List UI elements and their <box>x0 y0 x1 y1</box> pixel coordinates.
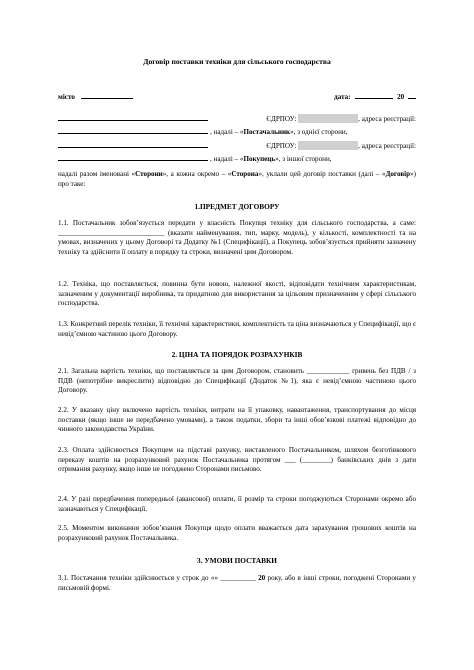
paragraph-3-1-text-c: року, або в інші строки, погоджені Сторонами у письмовій формі. <box>58 574 416 592</box>
section-3-heading: 3. УМОВИ ПОСТАВКИ <box>197 556 277 565</box>
buyer-suffix-post: », з іншої сторони, <box>275 154 332 163</box>
buyer-suffix-pre: , надалі – « <box>210 154 244 163</box>
paragraph-1-1: 1.1. Постачальник зобов’язується передати у власність Покупця техніку для сільського господарства, а саме: ______________________________ (вказати найменування, тип, марку, модель), у кількості, комплектності та на умовах, визначених у цьому Договорі та Додатку №1 (Специфікації), а Покупець зобов’язується прийняти зазначену техніку та здійснити її оплату в порядку та строки, визначені цим Договором. <box>58 219 416 256</box>
paragraph-1-3: 1.3. Конкретний перелік техніки, її технічні характеристики, комплектність та ціна визначаються у Специфікації, що є невід’ємною частиною цього Договору. <box>58 320 416 338</box>
paragraph-3-1 <box>58 574 416 593</box>
date-label: дата: <box>334 93 351 101</box>
section-2-heading: 2. ЦІНА ТА ПОРЯДОК РОЗРАХУНКІВ <box>171 350 303 359</box>
supplier-address-blank <box>58 126 208 134</box>
intro-contract: Договір <box>385 170 411 178</box>
paragraph-2-2: 2.2. У вказану ціну включено вартість техніки, витрати на її упаковку, навантаження, транспортування до місця поставки (якщо інше не передбачено умовами), а також податки, збори та інші обов’язкові платежі відповідно до чинного законодавства України. <box>58 406 416 434</box>
city-blank <box>81 91 133 99</box>
buyer-name-blank <box>58 140 208 148</box>
buyer-role: Покупець <box>243 154 276 163</box>
intro-text-4: ») про таке: <box>58 170 416 188</box>
buyer-address-label: , адреса реєстрації: <box>358 142 416 150</box>
paragraph-3-1-year: 20 <box>258 574 266 582</box>
document-title: Договір поставки техніки для сільського господарства <box>143 57 331 66</box>
supplier-role: Постачальник <box>243 127 291 136</box>
supplier-suffix-pre: , надалі – « <box>210 127 244 136</box>
supplier-block <box>58 113 416 137</box>
intro-text-1: надалі разом іменовані « <box>58 170 136 178</box>
buyer-edrpou-label: ЄДРПОУ: <box>266 142 297 150</box>
buyer-edrpou-value <box>298 141 358 150</box>
paragraph-2-1: 2.1. Загальна вартість техніки, що поставляється за цим Договором, становить ____________ гривень без ПДВ / з ПДВ (непотрібне викреслити) відповідно до Специфікації (Додаток №1), яка є невід’ємною частиною цього Договору. <box>58 367 416 395</box>
city-label: місто <box>58 93 75 101</box>
intro-sides: Сторони <box>135 170 163 178</box>
intro-paragraph <box>58 170 416 189</box>
date-field <box>334 91 416 103</box>
section-1-heading: 1.ПРЕДМЕТ ДОГОВОРУ <box>194 202 280 211</box>
paragraph-3-1-text-a: 3.1. Постачання техніки здійснюється у строк до «» __________ <box>58 574 256 582</box>
buyer-address-blank <box>58 153 208 161</box>
buyer-block <box>58 140 416 164</box>
date-blank <box>355 91 393 99</box>
city-date-row <box>58 91 416 103</box>
paragraph-2-3: 2.3. Оплата здійснюється Покупцем на підставі рахунку, виставленого Постачальником, шляхом безготівкового переказу коштів на розрахунковий рахунок Постачальника протягом ___ (________) банківських днів з дати отримання рахунку, якщо інше не погоджено Сторонами письмово. <box>58 446 416 474</box>
intro-text-2: », а кожна окремо – « <box>162 170 232 178</box>
supplier-name-blank <box>58 113 208 121</box>
supplier-edrpou-label: ЄДРПОУ: <box>266 115 297 123</box>
year-label: 20 <box>397 93 405 101</box>
paragraph-2-5: 2.5. Моментом виконання зобов’язання Покупця щодо оплати вважається дата зарахування грошових коштів на розрахунковий рахунок Постачальника. <box>58 524 416 542</box>
paragraph-1-2: 1.2. Техніка, що поставляється, повинна бути новою, належної якості, відповідати технічним характеристикам, зазначеним у документації виробника, та придатною для використання за цільовим призначенням у сфері сільського господарства. <box>58 280 416 308</box>
city-field <box>58 91 133 103</box>
supplier-address-label: , адреса реєстрації: <box>358 115 416 123</box>
supplier-suffix-post: », з однієї сторони, <box>290 127 348 136</box>
supplier-edrpou-value <box>298 114 358 123</box>
paragraph-2-4: 2.4. У разі передбачення попередньої (авансової) оплати, її розмір та строки погоджуються Сторонами окремо або зазначаються у Специфікації. <box>58 495 416 513</box>
year-blank <box>408 91 416 99</box>
intro-side: Сторона <box>231 170 259 178</box>
intro-text-3: », уклали цей договір поставки (далі – « <box>258 170 386 178</box>
